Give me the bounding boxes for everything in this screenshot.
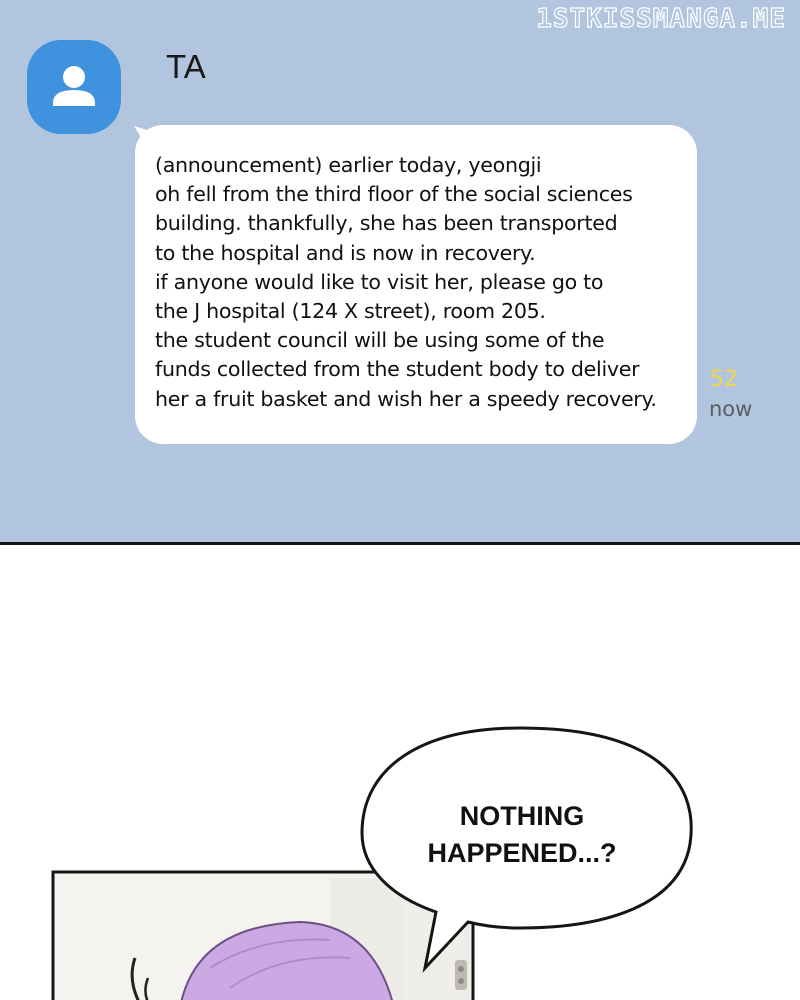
message-line: funds collected from the student body to deliver [155, 357, 640, 382]
speech-line: HAPPENED...? [427, 838, 617, 868]
comic-panel [0, 548, 800, 1000]
message-timestamp: now [709, 397, 753, 421]
message-line: oh fell from the third floor of the social sciences [155, 182, 633, 207]
message-line: building. thankfully, she has been transported [155, 211, 618, 236]
message-line: the student council will be using some of the [155, 328, 605, 353]
comic-illustration [0, 548, 800, 1000]
watermark: 1STKISSMANGA.ME [536, 4, 786, 34]
message-line: to the hospital and is now in recovery. [155, 240, 536, 265]
message-line: the J hospital (124 X street), room 205. [155, 299, 546, 324]
message-text [155, 151, 687, 414]
speech-line: NOTHING [459, 801, 585, 831]
sender-name: TA [166, 48, 206, 85]
message-bubble[interactable] [135, 125, 697, 444]
message-line: if anyone would like to visit her, please go to [155, 269, 604, 294]
message-line: (announcement) earlier today, yeongji [155, 153, 542, 177]
speech-text [392, 798, 652, 872]
unread-count: 52 [710, 367, 738, 392]
background-switch [455, 960, 467, 990]
message-line: her a fruit basket and wish her a speedy recovery. [155, 386, 657, 411]
